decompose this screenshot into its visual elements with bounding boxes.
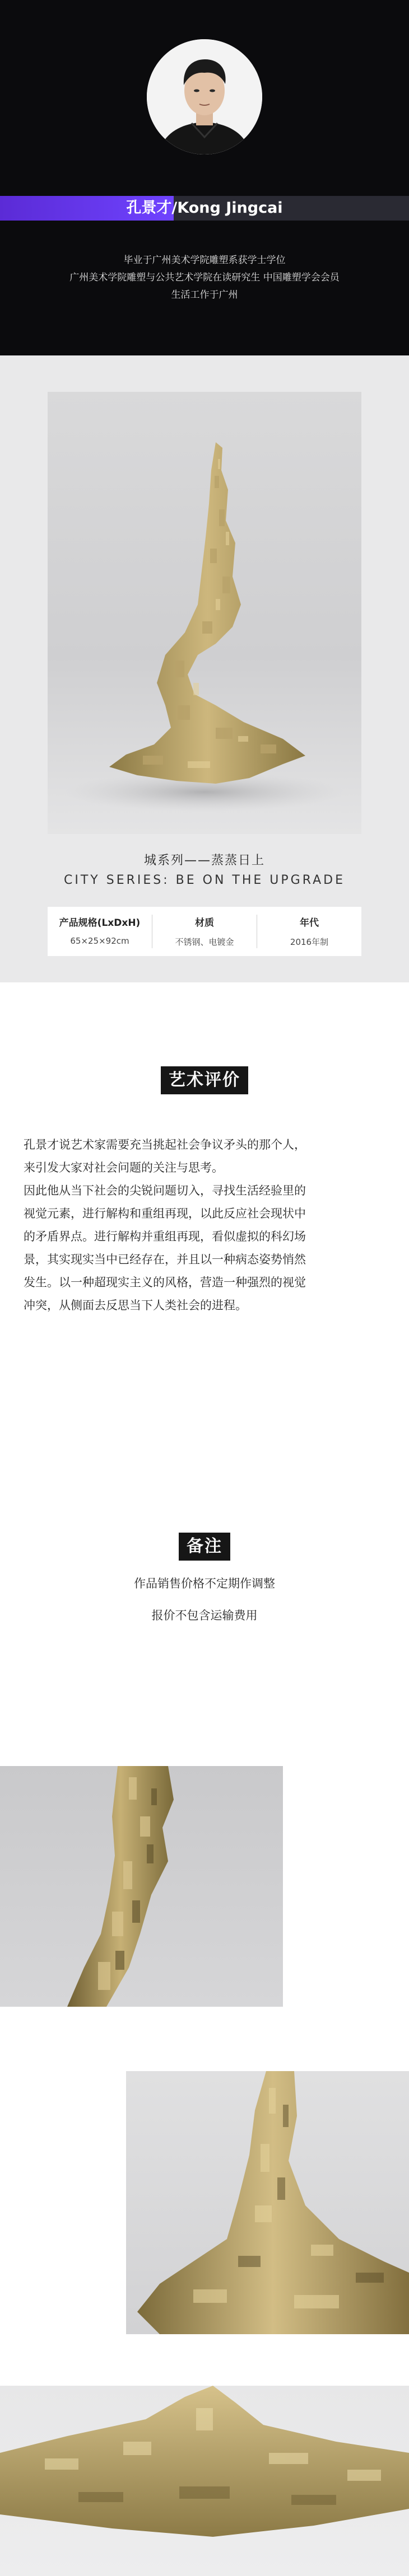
note-line: 报价不包含运输费用	[151, 1609, 258, 1622]
review-line: 因此他从当下社会的尖锐问题切入，寻找生活经验里的	[24, 1184, 306, 1197]
bio-line: 生活工作于广州	[171, 289, 238, 301]
spec-size	[48, 907, 152, 956]
review-line: 来引发大家对社会问题的关注与思考。	[24, 1161, 224, 1174]
artist-name-bar	[0, 196, 409, 221]
review-heading-text: 艺术评价	[161, 1066, 248, 1094]
bio-line: 毕业于广州美术学院雕塑系获学士学位	[123, 255, 286, 266]
spec-material	[152, 907, 257, 956]
review-heading	[0, 1066, 409, 1094]
artist-bio	[0, 252, 409, 304]
review-text	[24, 1134, 385, 1317]
notes-heading	[0, 1533, 409, 1561]
spec-label: 产品规格(LxDxH)	[59, 917, 141, 929]
spec-year	[257, 907, 361, 956]
spec-table	[48, 907, 361, 956]
review-line: 孔景才说艺术家需要充当挑起社会争议矛头的那个人，	[24, 1138, 306, 1151]
spec-value: 65×25×92cm	[70, 936, 129, 946]
notes-heading-text: 备注	[179, 1533, 230, 1561]
artwork-section	[0, 355, 409, 982]
spec-value: 2016年制	[290, 937, 329, 947]
detail-photo-base	[0, 2386, 409, 2576]
review-line: 视觉元素，进行解构和重组再现，以此反应社会现状中	[24, 1207, 306, 1220]
spec-value: 不锈钢、电镀金	[175, 937, 234, 947]
note-line: 作品销售价格不定期作调整	[134, 1577, 275, 1590]
review-line: 的矛盾界点。进行解构并重组再现，看似虚拟的科幻场	[24, 1230, 306, 1243]
artist-header	[0, 0, 409, 355]
review-line: 发生。以一种超现实主义的风格，营造一种强烈的视觉	[24, 1276, 306, 1289]
artist-name: 孔景才/Kong Jingcai	[126, 199, 283, 217]
bio-line: 广州美术学院雕塑与公共艺术学院在读研究生 中国雕塑学会会员	[69, 272, 340, 283]
artist-avatar	[147, 39, 262, 154]
review-line: 景，其实现实当中已经存在，并且以一种病态姿势悄然	[24, 1253, 306, 1266]
review-line: 冲突，从侧面去反思当下人类社会的进程。	[24, 1299, 247, 1312]
spec-label: 年代	[300, 917, 319, 929]
artwork-image	[48, 392, 361, 834]
spec-label: 材质	[195, 917, 214, 929]
artwork-title: 城系列——蒸蒸日上	[143, 854, 265, 868]
artwork-subtitle: CITY SERIES: BE ON THE UPGRADE	[64, 873, 345, 887]
detail-photo-middle	[126, 2071, 409, 2334]
detail-photo-spire	[0, 1766, 283, 2007]
